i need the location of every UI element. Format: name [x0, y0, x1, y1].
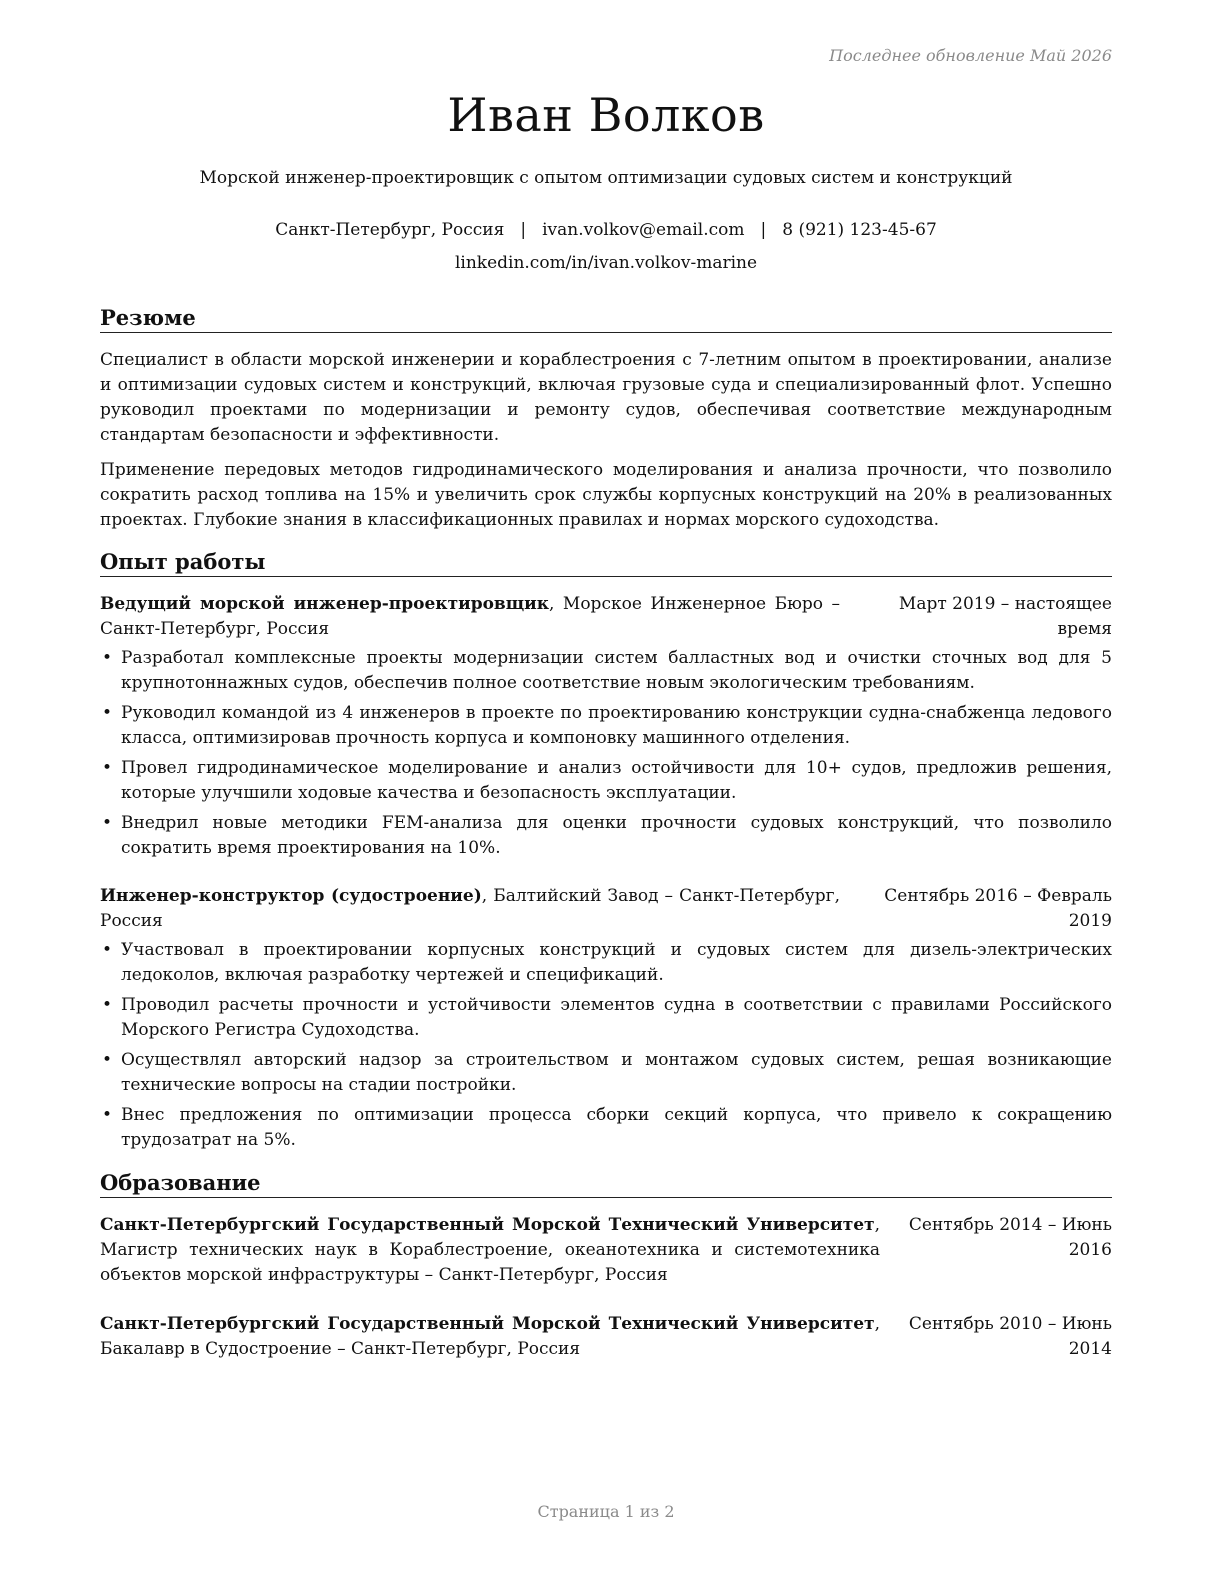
section-title-education: Образование — [100, 1170, 1112, 1198]
bullet-icon: • — [102, 813, 113, 833]
bullet-icon: • — [102, 1105, 113, 1125]
education-dates: Сентябрь 2014 – Июнь 2016 — [908, 1215, 1112, 1260]
section-title-summary: Резюме — [100, 305, 1112, 333]
phone: 8 (921) 123-45-67 — [782, 220, 937, 240]
job-employer: , Морское Инженерное Бюро – Санкт-Петербург, Россия — [100, 594, 840, 639]
education-dates: Сентябрь 2010 – Июнь 2014 — [908, 1314, 1112, 1359]
bullet-icon: • — [102, 995, 113, 1015]
email-link[interactable]: ivan.volkov@email.com — [542, 220, 745, 240]
job-role: Инженер-конструктор (судостроение) — [100, 886, 482, 906]
contact-line — [100, 220, 1112, 240]
tagline: Морской инженер-проектировщик с опытом оптимизации судовых систем и конструкций — [199, 168, 1013, 188]
resume-page — [100, 0, 1112, 1584]
bullet-icon: • — [102, 648, 113, 668]
list-item: • Проводил расчеты прочности и устойчивости элементов судна в соответствии с правилами Российского Морского Регистра Судоходства. — [102, 995, 1112, 1040]
list-item: • Участвовал в проектировании корпусных конструкций и судовых систем для дизель-электрических ледоколов, включая разработку чертежей и спецификаций. — [102, 940, 1112, 985]
job-dates: Март 2019 – настоящее время — [898, 594, 1112, 639]
linkedin-link[interactable]: linkedin.com/in/ivan.volkov-marine — [454, 253, 758, 273]
section-title-experience: Опыт работы — [100, 549, 1112, 577]
job-bullets — [100, 646, 1112, 866]
bullet-icon: • — [102, 940, 113, 960]
page-number: Страница 1 из 2 — [537, 1502, 675, 1521]
job-role: Ведущий морской инженер-проектировщик — [100, 594, 550, 614]
list-item: • Разработал комплексные проекты модернизации систем балластных вод и очистки сточных вод для 5 крупнотоннажных судов, обеспечив полное соответствие новым экологическим требованиям. — [102, 648, 1112, 693]
candidate-name: Иван Волков — [447, 88, 765, 142]
bullet-icon: • — [102, 703, 113, 723]
job-header — [100, 592, 1112, 642]
summary-paragraph: Применение передовых методов гидродинамического моделирования и анализа прочности, что позволило сократить расход топлива на 15% и увеличить срок службы корпусных конструкций на 20% в реализованных проектах. Глубокие знания в классификационных правилах и нормах морского судоходства. — [100, 460, 1112, 530]
job-employer: , Балтийский Завод – Санкт-Петербург, Россия — [100, 886, 840, 931]
degree: , Магистр технических наук в Кораблестроение, океанотехника и системотехника объектов морской инфраструктуры – Санкт-Петербург, Россия — [100, 1215, 880, 1285]
education-item — [100, 1213, 1112, 1288]
separator: | — [520, 220, 527, 240]
last-updated: Последнее обновление Май 2026 — [829, 46, 1112, 65]
separator: | — [760, 220, 767, 240]
location: Санкт-Петербург, Россия — [275, 220, 505, 240]
list-item: • Внес предложения по оптимизации процесса сборки секций корпуса, что привело к сокращению трудозатрат на 5%. — [102, 1105, 1112, 1150]
education-item — [100, 1312, 1112, 1362]
job-dates: Сентябрь 2016 – Февраль 2019 — [884, 886, 1112, 931]
bullet-icon: • — [102, 758, 113, 778]
list-item: • Осуществлял авторский надзор за строительством и монтажом судовых систем, решая возникающие технические вопросы на стадии постройки. — [102, 1050, 1112, 1095]
summary-paragraph: Специалист в области морской инженерии и кораблестроения с 7-летним опытом в проектировании, анализе и оптимизации судовых систем и конструкций, включая грузовые суда и специализированный флот. Успешно руководил проектами по модернизации и ремонту судов, обеспечивая соответствие международным стандартам безопасности и эффективности. — [100, 350, 1112, 445]
list-item: • Провел гидродинамическое моделирование и анализ остойчивости для 10+ судов, предложив решения, которые улучшили ходовые качества и безопасность эксплуатации. — [102, 758, 1112, 803]
list-item: • Руководил командой из 4 инженеров в проекте по проектированию конструкции судна-снабженца ледового класса, оптимизировав прочность корпуса и компоновку машинного отделения. — [102, 703, 1112, 748]
school-name: Санкт-Петербургский Государственный Морской Технический Университет — [100, 1215, 875, 1235]
degree: , Бакалавр в Судостроение – Санкт-Петербург, Россия — [100, 1314, 880, 1359]
bullet-icon: • — [102, 1050, 113, 1070]
job-header — [100, 884, 1112, 934]
job-bullets — [100, 938, 1112, 1158]
school-name: Санкт-Петербургский Государственный Морской Технический Университет — [100, 1314, 875, 1334]
list-item: • Внедрил новые методики FEM-анализа для оценки прочности судовых конструкций, что позволило сократить время проектирования на 10%. — [102, 813, 1112, 858]
